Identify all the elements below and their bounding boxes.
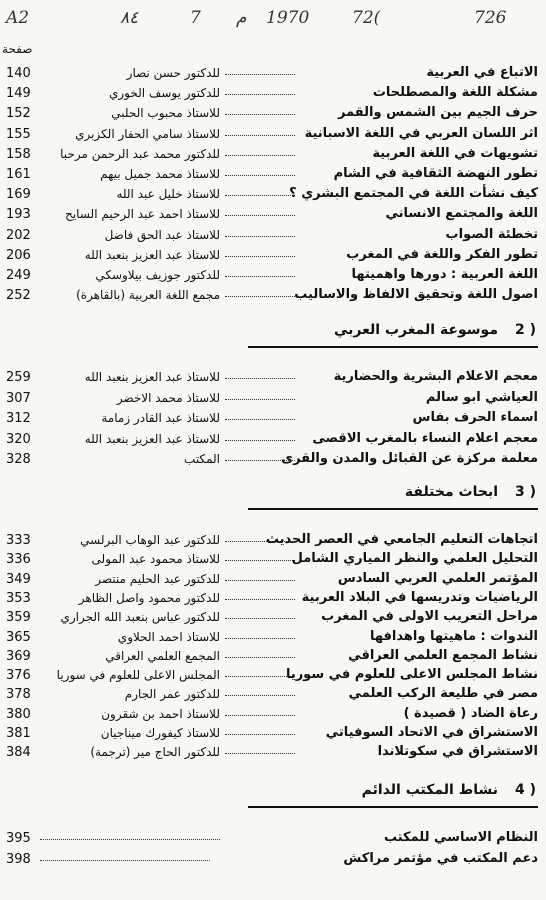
entry-title: معجم اعلام النساء بالمغرب الاقصى [312,431,538,446]
page-number: 161 [6,167,31,182]
page-number: 202 [6,228,31,243]
entry-title: اللغة العربية : دورها واهميتها [351,267,538,282]
entry-title: الندوات : ماهيتها واهدافها [369,629,538,644]
page-number: 381 [6,726,31,741]
page-number: 353 [6,591,31,606]
page-number: 312 [6,411,31,426]
toc-entry [0,724,546,745]
handwritten-note: 72( [352,8,381,28]
entry-author: المجلس الاعلى للعلوم في سوريا [56,668,220,682]
page-number: 384 [6,745,31,760]
entry-author: للاستاذ احمد بن شقرون [101,707,220,721]
entry-author: للاستاذ عبد القادر زمامة [101,411,220,425]
entry-title: النظام الاساسي للمكتب [383,830,538,845]
entry-title: مصر في طليعة الركب العلمي [348,686,538,701]
entry-author: للدكتور محمود واصل الظاهر [78,591,220,605]
entry-author: للدكتور حسن نصار [126,66,220,80]
toc-entry [0,450,546,471]
dot-leader [225,296,295,297]
page-number: 380 [6,707,31,722]
dot-leader [225,378,295,379]
toc-entry [0,608,546,629]
page-column-label: صفحة [2,42,33,56]
dot-leader [225,715,295,716]
entry-title: التحليل العلمي والنظر المياري الشامل [291,551,538,566]
toc-entry [0,389,546,410]
toc-entry [0,685,546,706]
page-number: 336 [6,552,31,567]
handwritten-note: 1970 [266,8,310,28]
dot-leader [225,618,295,619]
dot-leader [225,638,295,639]
entry-title: الرياضيات وتدريسها في البلاد العربية [301,590,538,605]
entry-author: للاستاذ عبد العزيز بنعبد الله [84,248,220,262]
section-rule [248,806,538,808]
page-number: 158 [6,147,31,162]
entry-title: اسماء الحرف بفاس [412,410,538,425]
dot-leader [225,734,295,735]
page-number: 395 [6,831,31,846]
page-number: 155 [6,127,31,142]
toc-entry [0,550,546,571]
toc-entry [0,743,546,764]
dot-leader [225,399,295,400]
entry-author: للدكتور الحاج مير (ترجمة) [90,745,220,759]
entry-title: حرف الجيم بين الشمس والقمر [338,105,538,120]
entry-title: اللغة والمجتمع الانساني [385,206,538,221]
entry-title: مشكلة اللغة والمصطلحات [372,85,538,100]
toc-entry [0,666,546,687]
page-number: 193 [6,207,31,222]
toc-entry [0,647,546,668]
toc-entry [0,145,546,166]
dot-leader [225,419,295,420]
entry-title: تخطئة الصواب [445,227,538,242]
entry-author: للاستاذ كيفورك ميناجيان [100,726,220,740]
entry-title: الاتباع في العربية [426,65,538,80]
toc-entry [0,125,546,146]
toc-entry [0,165,546,186]
dot-leader [225,114,295,115]
dot-leader [40,860,210,861]
page-number: 320 [6,432,31,447]
dot-leader [225,657,295,658]
entry-title: اثر اللسان العربي في اللغة الاسبانية [304,126,538,141]
dot-leader [225,695,295,696]
entry-author: للاستاذ محمود عبد المولى [91,552,220,566]
dot-leader [225,256,295,257]
entry-author: المكتب [184,452,220,466]
entry-title: تطور النهضة الثقافية في الشام [333,166,538,181]
toc-entry [0,84,546,105]
handwritten-note: 7 [190,8,201,28]
entry-title: المؤتمر العلمي العربي السادس [337,571,538,586]
dot-leader [225,155,295,156]
toc-entry [0,286,546,307]
toc-entry [0,368,546,389]
toc-entry [0,570,546,591]
entry-author: للدكتور جوزيف بيلاوسكي [95,268,220,282]
toc-entry [0,205,546,226]
toc-entry [0,185,546,206]
page-number: 376 [6,668,31,683]
section-number: 2 ) [514,322,536,338]
handwritten-note: A2 [6,8,30,28]
page-number: 359 [6,610,31,625]
dot-leader [225,560,295,561]
entry-author: للاستاذ سامي الحفار الكزبري [75,127,220,141]
section-title: ابحاث مختلفة [404,484,498,500]
entry-author: للاستاذ خليل عبد الله [116,187,220,201]
dot-leader [225,676,295,677]
page-number: 365 [6,630,31,645]
toc-entry [0,226,546,247]
toc-entry [0,430,546,451]
toc-entry [0,266,546,287]
section-rule [248,346,538,348]
page-number: 169 [6,187,31,202]
toc-entry [0,829,546,850]
entry-title: تشويهات في اللغة العربية [372,146,538,161]
page-number: 259 [6,370,31,385]
entry-author: للاستاذ عبد الحق فاضل [104,228,220,242]
entry-author: المجمع العلمي العراقي [105,649,220,663]
entry-title: تطور الفكر واللغة في المغرب [346,247,538,262]
entry-title: كيف نشأت اللغة في المجتمع البشري ؟ [289,186,538,201]
dot-leader [225,215,295,216]
handwritten-note: ٨٤ [120,8,139,28]
toc-entry [0,64,546,85]
entry-title: العياشي ابو سالم [425,390,538,405]
dot-leader [225,236,295,237]
dot-leader [225,94,295,95]
entry-title: رعاة الضاد ( قصيدة ) [403,706,538,721]
toc-entry [0,705,546,726]
entry-author: للدكتور عبد الوهاب البرلسي [80,533,220,547]
entry-title: نشاط المجلس الاعلى للعلوم في سوريا [285,667,538,682]
entry-author: للدكتور عباس بنعبد الله الجراري [60,610,220,624]
page-number: 249 [6,268,31,283]
page-number: 149 [6,86,31,101]
section-heading [248,322,538,344]
entry-author: للدكتور عبد الحليم منتصر [95,572,220,586]
page-number: 333 [6,533,31,548]
entry-author: للاستاذ محبوب الحلبي [111,106,220,120]
dot-leader [225,580,295,581]
entry-author: للاستاذ محمد جميل بيهم [100,167,220,181]
entry-title: الاستشراق في الاتحاد السوفياتي [325,725,538,740]
dot-leader [225,753,295,754]
page-number: 307 [6,391,31,406]
entry-title: اصول اللغة وتحقيق الالفاظ والاساليب [294,287,538,302]
section-number: 4 ) [514,782,536,798]
section-heading [248,484,538,506]
page-number: 369 [6,649,31,664]
toc-entry [0,104,546,125]
entry-author: للاستاذ محمد الاخضر [116,391,220,405]
page-number: 398 [6,852,31,867]
dot-leader [225,175,295,176]
entry-author: للاستاذ احمد الحلاوي [117,630,220,644]
toc-entry [0,531,546,552]
entry-author: للاستاذ عبد العزيز بنعبد الله [84,370,220,384]
toc-entry [0,246,546,267]
entry-title: معلمة مركزة عن القبائل والمدن والقرى [281,451,538,466]
dot-leader [225,599,295,600]
dot-leader [40,839,220,840]
entry-title: معجم الاعلام البشرية والحضارية [333,369,538,384]
dot-leader [225,276,295,277]
section-heading [248,782,538,804]
toc-entry [0,850,546,871]
toc-entry [0,409,546,430]
dot-leader [225,135,295,136]
page-number: 252 [6,288,31,303]
section-number: 3 ) [514,484,536,500]
section-rule [248,508,538,510]
section-title: نشاط المكتب الدائم [361,782,498,798]
page-number: 328 [6,452,31,467]
entry-author: للاستاذ احمد عبد الرحيم السايح [65,207,220,221]
toc-entry [0,589,546,610]
entry-title: دعم المكتب في مؤتمر مراكش [343,851,538,866]
entry-title: اتجاهات التعليم الجامعي في العصر الحديث [265,532,538,547]
entry-title: الاستشراق في سكوتلاندا [377,744,538,759]
page-number: 140 [6,66,31,81]
dot-leader [225,195,295,196]
dot-leader [225,74,295,75]
entry-title: نشاط المجمع العلمي العراقي [348,648,538,663]
handwritten-note: م [236,8,247,28]
page-number: 378 [6,687,31,702]
entry-author: للاستاذ عبد العزيز بنعبد الله [84,432,220,446]
entry-author: للدكتور يوسف الخوري [108,86,220,100]
entry-title: مراحل التعريب الاولى في المغرب [321,609,538,624]
entry-author: للدكتور عمر الجارم [124,687,220,701]
dot-leader [225,440,295,441]
entry-author: مجمع اللغة العربية (بالقاهرة) [76,288,220,302]
page-number: 349 [6,572,31,587]
handwritten-note: 726 [474,8,507,28]
section-title: موسوعة المغرب العربي [333,322,498,338]
page-number: 206 [6,248,31,263]
page-number: 152 [6,106,31,121]
toc-entry [0,628,546,649]
entry-author: للدكتور محمد عبد الرحمن مرحبا [60,147,220,161]
